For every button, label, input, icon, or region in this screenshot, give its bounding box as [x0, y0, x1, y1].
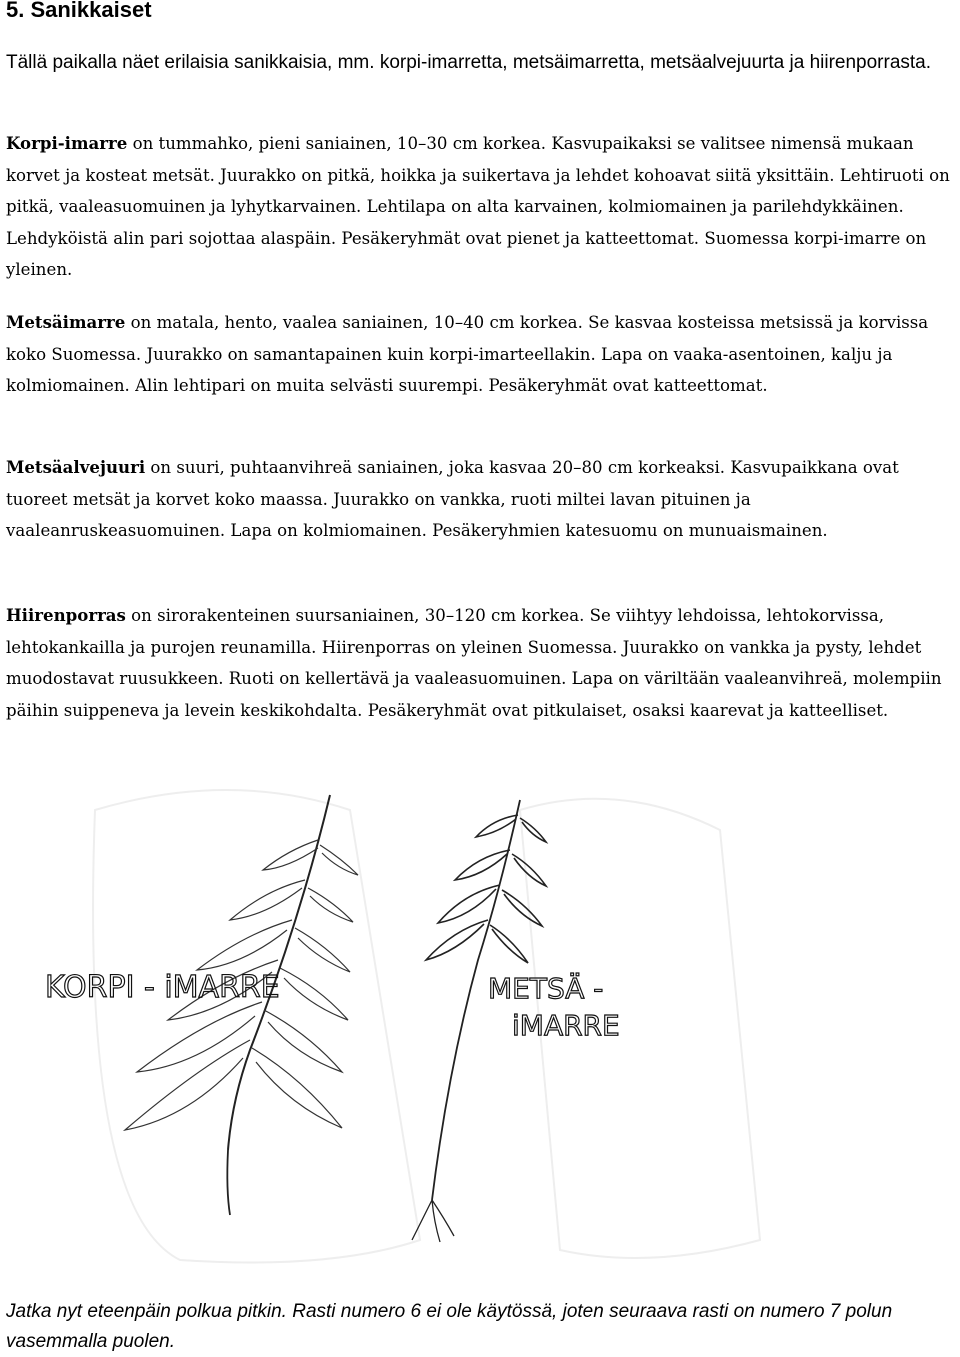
korpi-imarre-fern — [125, 795, 358, 1215]
paragraph-hiirenporras — [6, 600, 956, 726]
text-korpi-imarre: on tummahko, pieni saniainen, 10–30 cm korkea. Kasvupaikaksi se valitsee nimensä mukaan korvet ja kosteat metsät. Juurakko on pitkä, hoikka ja suikertava ja lehdet kohoavat siitä yksittäin. Lehtiruoti on pitkä, vaaleasuomuinen ja lyhytkarvainen. Lehtilapa on alta karvainen, kolmiomainen ja parilehdykkäinen. Lehdyköistä alin pari sojottaa alaspäin. Pesäkeryhmät ovat pienet ja katteettomat. Suomessa korpi-imarre on yleinen. — [6, 134, 950, 279]
fern-illustration — [0, 770, 960, 1290]
page-heading: 5. Sanikkaiset — [6, 0, 152, 22]
intro-paragraph: Tällä paikalla näet erilaisia sanikkaisia, mm. korpi-imarretta, metsäimarretta, metsäalvejuurta ja hiirenporrasta. — [6, 52, 932, 73]
label-korpi-imarre: KORPI - iMARRE — [45, 970, 280, 1005]
fern-drawing — [0, 770, 960, 1290]
text-hiirenporras: on sirorakenteinen suursaniainen, 30–120 cm korkea. Se viihtyy lehdoissa, lehtokorvissa, lehtokankailla ja purojen reunamilla. Hiirenporras on yleinen Suomessa. Juurakko on vankka ja pysty, lehdet muodostavat ruusukkeen. Ruoti on kellertävä ja vaaleasuomuinen. Lapa on väriltään vaaleanvihreä, molempiin päihin suippeneva ja levein keskikohdalta. Pesäkeryhmät ovat pitkulaiset, osaksi kaarevat ja katteelliset. — [6, 606, 942, 720]
term-metsaalvejuuri: Metsäalvejuuri — [6, 457, 146, 477]
term-hiirenporras: Hiirenporras — [6, 605, 126, 625]
footer-instructions: Jatka nyt eteenpäin polkua pitkin. Rasti numero 6 ei ole käytössä, joten seuraava rasti on numero 7 polun vasemmalla puolen. — [6, 1301, 893, 1352]
paper-outline-left — [93, 790, 420, 1263]
label-metsaimarre-line2: iMARRE — [512, 1009, 620, 1042]
term-korpi-imarre: Korpi-imarre — [6, 133, 128, 153]
term-metsaimarre: Metsäimarre — [6, 312, 126, 332]
paragraph-metsaalvejuuri — [6, 452, 956, 547]
text-metsaalvejuuri: on suuri, puhtaanvihreä saniainen, joka kasvaa 20–80 cm korkeaksi. Kasvupaikkana ovat tuoreet metsät ja korvet koko maassa. Juurakko on vankka, ruoti miltei lavan pituinen ja vaaleanruskeasuomuinen. Lapa on kolmiomainen. Pesäkeryhmien katesuomu on munuaismainen. — [6, 458, 899, 540]
paragraph-korpi-imarre — [6, 128, 956, 286]
label-metsaimarre-line1: METSÄ - — [488, 972, 604, 1005]
paragraph-metsaimarre — [6, 307, 956, 402]
text-metsaimarre: on matala, hento, vaalea saniainen, 10–40 cm korkea. Se kasvaa kosteissa metsissä ja korvissa koko Suomessa. Juurakko on samantapainen kuin korpi-imarteellakin. Lapa on vaaka-asentoinen, kalju ja kolmiomainen. Alin lehtipari on muita selvästi suurempi. Pesäkeryhmät ovat katteettomat. — [6, 313, 929, 395]
